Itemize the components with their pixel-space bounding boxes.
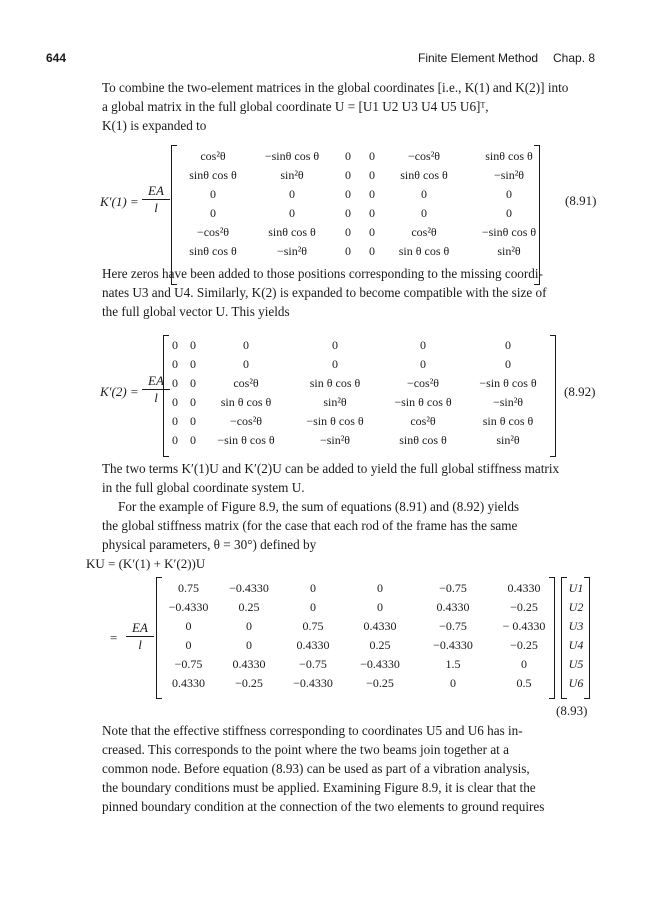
matrix-cell: 0 [421, 206, 427, 220]
fraction-denominator: l [154, 390, 158, 405]
matrix-cell: −sinθ cos θ [264, 149, 320, 163]
paragraph-intro [102, 78, 600, 135]
matrix-cell: −cos²θ [229, 414, 263, 428]
text-line: Here zeros have been added to those positions corresponding to the missing coordi- [102, 266, 543, 281]
matrix-cell: 0.5 [516, 676, 532, 690]
matrix-cell: 0.25 [238, 600, 260, 614]
text-line: in the full global coordinate system U. [102, 480, 305, 495]
matrix-row [161, 617, 558, 636]
matrix-cell: sinθ cos θ [400, 168, 448, 182]
matrix-cell: −0.75 [174, 657, 203, 671]
matrix-cell: 0 [345, 187, 351, 201]
matrix-cell: 0.25 [369, 638, 391, 652]
matrix-cell: 0.4330 [232, 657, 266, 671]
matrix-cell: −0.25 [510, 600, 538, 614]
matrix-cell: 0 [345, 225, 351, 239]
matrix-cell: sin θ cos θ [398, 244, 450, 258]
matrix-cell: sin²θ [496, 433, 520, 447]
matrix-cell: 0 [369, 225, 375, 239]
text-line: physical parameters, θ = 30°) defined by [102, 537, 317, 552]
matrix-row [161, 598, 558, 617]
matrix-cell: 0 [185, 619, 192, 633]
matrix-cell: cos²θ [200, 149, 226, 163]
matrix-cell: 0 [420, 357, 426, 371]
global-stiffness-matrix [161, 579, 558, 693]
chapter-label: Chap. 8 [553, 51, 596, 65]
matrix-cell: 0 [210, 206, 216, 220]
matrix-row [178, 204, 554, 223]
text-line: a global matrix in the full global coordinate U = [U1 U2 U3 U4 U5 U6]ᵀ, [102, 99, 489, 114]
matrix-cell: 0 [369, 187, 375, 201]
matrix-cell: 0 [172, 357, 178, 371]
vector-entry: U5 [568, 657, 584, 671]
matrix-row [178, 166, 554, 185]
fraction-numerator: EA [142, 183, 170, 200]
matrix-cell: 0 [190, 338, 196, 352]
matrix-cell: −cos²θ [196, 225, 230, 239]
equals-sign: = [110, 630, 118, 645]
matrix-row [166, 336, 550, 355]
matrix-cell: 0 [506, 206, 512, 220]
matrix-cell: sin²θ [280, 168, 304, 182]
matrix-cell: −sin²θ [492, 395, 524, 409]
paragraph-expansion [102, 264, 600, 321]
text-line: the global stiffness matrix (for the case that each rod of the frame has the same [102, 518, 518, 533]
coefficient-fraction [142, 183, 170, 216]
fraction-denominator: l [154, 200, 158, 215]
matrix-row [178, 147, 554, 166]
matrix-cell: 0 [345, 168, 351, 182]
equation-lhs: K′(1) = [100, 194, 139, 209]
matrix-row [166, 374, 550, 393]
text-line: K(1) is expanded to [102, 118, 207, 133]
vector-entry: U3 [568, 619, 584, 633]
coefficient-fraction [126, 620, 154, 653]
vector-right-bracket [584, 577, 590, 699]
matrix-cell: cos²θ [411, 225, 437, 239]
matrix-cell: −0.75 [439, 619, 467, 633]
matrix-cell: 0.4330 [172, 676, 205, 690]
matrix-cell: 0.4330 [363, 619, 397, 633]
matrix-cell: −0.4330 [433, 638, 473, 652]
matrix-cell: −sin θ cos θ [479, 376, 537, 390]
matrix-row [166, 355, 550, 374]
fraction-numerator: EA [126, 620, 154, 637]
matrix-cell: 0 [185, 638, 192, 652]
matrix-cell: 0 [190, 414, 196, 428]
matrix-cell: sin²θ [323, 395, 347, 409]
equation-lhs: K′(2) = [100, 384, 139, 399]
matrix-cell: 0 [345, 149, 351, 163]
equation-number: (8.92) [564, 384, 596, 399]
matrix-cell: 0 [450, 676, 456, 690]
matrix-cell: 0 [172, 414, 178, 428]
matrix-cell: 0 [345, 244, 351, 258]
text-line: pinned boundary condition at the connection of the two elements to ground requires [102, 799, 545, 814]
matrix-cell: 0 [377, 581, 383, 595]
vector-entry: U1 [568, 581, 584, 595]
matrix-cell: −0.4330 [293, 676, 333, 690]
matrix-row [161, 579, 558, 598]
text-line: The two terms K′(1)U and K′(2)U can be added to yield the full global stiffness matrix [102, 461, 560, 476]
matrix-cell: −sin²θ [493, 168, 525, 182]
text-line: Note that the effective stiffness corresponding to coordinates U5 and U6 has in- [102, 723, 523, 738]
matrix-cell: −0.4330 [229, 581, 269, 595]
matrix-cell: 0 [246, 638, 252, 652]
matrix-cell: sinθ cos θ [189, 168, 237, 182]
matrix-cell: 0 [172, 338, 178, 352]
matrix-cell: 0 [190, 433, 196, 447]
equation-first-line: KU = (K′(1) + K′(2))U [86, 556, 206, 571]
text-line: To combine the two-element matrices in the global coordinates [i.e., K(1) and K(2)] into [102, 80, 569, 95]
matrix-cell: −0.75 [439, 581, 467, 595]
paragraph-boundary-conditions [102, 721, 600, 816]
matrix-row [178, 223, 554, 242]
matrix-cell: 0.4330 [436, 600, 470, 614]
text-line: For the example of Figure 8.9, the sum of equations (8.91) and (8.92) yields [118, 499, 520, 514]
matrix-cell: 0 [377, 600, 383, 614]
matrix-row [161, 636, 558, 655]
running-title: Finite Element Method [418, 51, 539, 65]
fraction-numerator: EA [142, 373, 170, 390]
matrix-cell: −0.25 [510, 638, 538, 652]
text-line: the full global vector U. This yields [102, 304, 290, 319]
matrix-cell: −sinθ cos θ [481, 225, 537, 239]
matrix-row [161, 674, 558, 693]
matrix-cell: 0 [289, 206, 295, 220]
matrix-cell: −sin θ cos θ [394, 395, 452, 409]
matrix-cell: −sin θ cos θ [306, 414, 364, 428]
matrix-cell: 0 [289, 187, 295, 201]
matrix-cell: 0 [369, 206, 375, 220]
text-line: common node. Before equation (8.93) can be used as part of a vibration analysis, [102, 761, 530, 776]
equation-number: (8.93) [556, 703, 588, 718]
text-line: the boundary conditions must be applied. Examining Figure 8.9, it is clear that the [102, 780, 536, 795]
equation-number: (8.91) [565, 193, 597, 208]
matrix-row [166, 393, 550, 412]
matrix-row [161, 655, 558, 674]
matrix-cell: sinθ cos θ [485, 149, 533, 163]
matrix-cell: 0 [172, 376, 178, 390]
matrix-cell: −cos²θ [407, 149, 441, 163]
paragraph-global-stiffness [102, 459, 600, 554]
matrix-cell: 0 [506, 187, 512, 201]
matrix-cell: 0 [243, 338, 249, 352]
matrix-row [178, 242, 554, 261]
matrix-cell: sinθ cos θ [189, 244, 237, 258]
matrix-cell: 0.4330 [507, 581, 541, 595]
matrix-cell: −cos²θ [406, 376, 440, 390]
matrix-cell: −0.4330 [360, 657, 400, 671]
matrix-row [166, 431, 550, 450]
matrix-cell: 0 [421, 187, 427, 201]
matrix-cell: sin²θ [497, 244, 521, 258]
matrix-cell: 0 [310, 581, 316, 595]
matrix-cell: 0 [345, 206, 351, 220]
matrix-cell: sinθ cos θ [268, 225, 316, 239]
matrix-cell: 0 [310, 600, 316, 614]
matrix-row [166, 412, 550, 431]
matrix-cell: 0 [243, 357, 249, 371]
matrix-cell: cos²θ [233, 376, 259, 390]
matrix-cell: 0 [369, 149, 375, 163]
matrix-cell: 0 [190, 395, 196, 409]
matrix-cell: 0 [172, 433, 178, 447]
matrix-cell: 1.5 [445, 657, 461, 671]
matrix-cell: 0 [332, 357, 338, 371]
matrix-cell: 0 [190, 376, 196, 390]
matrix-cell: −0.25 [235, 676, 263, 690]
matrix-cell: sin θ cos θ [309, 376, 361, 390]
matrix-cell: 0 [369, 244, 375, 258]
matrix-cell: sinθ cos θ [399, 433, 447, 447]
text-line: nates U3 and U4. Similarly, K(2) is expanded to become compatible with the size of [102, 285, 547, 300]
matrix-cell: 0 [172, 395, 178, 409]
matrix-cell: 0 [332, 338, 338, 352]
matrix-cell: −sin θ cos θ [217, 433, 275, 447]
matrix-cell: 0 [521, 657, 527, 671]
matrix-cell: − 0.4330 [502, 619, 546, 633]
vector-entry: U2 [568, 600, 584, 614]
matrix-cell: 0 [369, 168, 375, 182]
matrix-cell: −0.25 [366, 676, 394, 690]
vector-entry: U4 [568, 638, 584, 652]
matrix-cell: 0 [246, 619, 252, 633]
stiffness-matrix-k1 [178, 147, 554, 261]
matrix-cell: sin θ cos θ [482, 414, 534, 428]
matrix-cell: −0.75 [299, 657, 327, 671]
matrix-cell: cos²θ [410, 414, 436, 428]
matrix-cell: 0 [420, 338, 426, 352]
matrix-cell: 0.75 [302, 619, 324, 633]
matrix-cell: 0 [505, 357, 511, 371]
page-number: 644 [46, 51, 67, 65]
fraction-denominator: l [138, 637, 142, 652]
matrix-cell: −sin²θ [276, 244, 308, 258]
matrix-cell: 0.4330 [296, 638, 330, 652]
matrix-cell: −sin²θ [319, 433, 351, 447]
stiffness-matrix-k2 [166, 336, 550, 450]
text-line: creased. This corresponds to the point where the two beams join together at a [102, 742, 509, 757]
matrix-row [178, 185, 554, 204]
vector-entry: U6 [568, 676, 584, 690]
matrix-cell: 0.75 [178, 581, 199, 595]
matrix-cell: 0 [190, 357, 196, 371]
matrix-cell: 0 [505, 338, 511, 352]
matrix-cell: −0.4330 [168, 600, 209, 614]
matrix-cell: 0 [210, 187, 216, 201]
matrix-cell: sin θ cos θ [220, 395, 272, 409]
matrix-right-bracket [549, 577, 555, 699]
matrix-right-bracket [550, 335, 556, 457]
